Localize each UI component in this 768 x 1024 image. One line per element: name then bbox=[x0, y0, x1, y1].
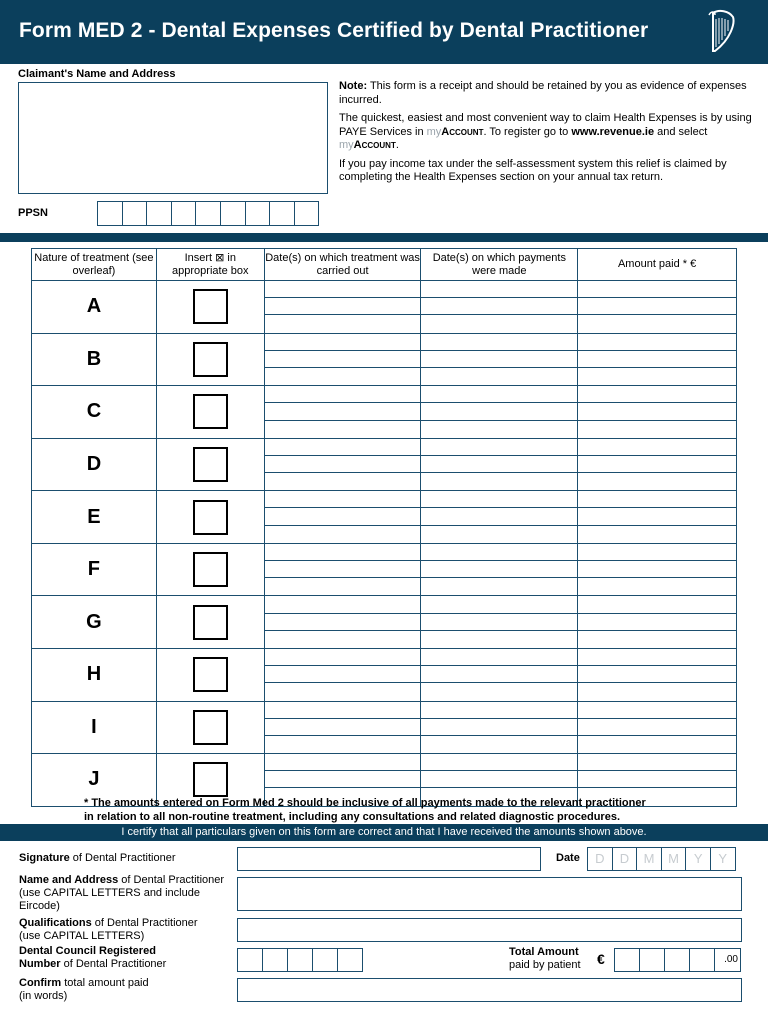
note-para2c: and select bbox=[654, 125, 708, 138]
amount-paid-cell bbox=[578, 281, 737, 334]
treatment-letter: G bbox=[32, 596, 157, 649]
amount-paid-field[interactable] bbox=[578, 666, 736, 683]
treatment-date-field[interactable] bbox=[265, 754, 421, 771]
treatment-date-field[interactable] bbox=[265, 334, 421, 351]
amount-paid-field[interactable] bbox=[578, 281, 736, 298]
amount-paid-cell bbox=[578, 386, 737, 439]
signature-label: Signature of Dental Practitioner bbox=[19, 852, 176, 864]
total-amount-cell[interactable] bbox=[689, 948, 715, 972]
treatment-letter: D bbox=[32, 438, 157, 491]
footnote-line1: * The amounts entered on Form Med 2 should be inclusive of all payments made to the relevant practitioner bbox=[84, 797, 646, 809]
treatment-date-field[interactable] bbox=[265, 281, 421, 298]
date-cell[interactable]: D bbox=[587, 847, 613, 871]
col-header-payment-dates: Date(s) on which payments were made bbox=[421, 249, 578, 281]
payment-date-field[interactable] bbox=[421, 421, 577, 438]
amount-paid-field[interactable] bbox=[578, 561, 736, 578]
claimant-name-address-field[interactable] bbox=[18, 82, 328, 194]
section-divider bbox=[0, 233, 768, 242]
treatment-checkbox[interactable] bbox=[193, 657, 228, 692]
checkbox-cell bbox=[156, 491, 264, 544]
treatment-checkbox[interactable] bbox=[193, 394, 228, 429]
payment-date-cell bbox=[421, 281, 578, 334]
treatment-date-cell bbox=[264, 281, 421, 334]
ppsn-cell[interactable] bbox=[294, 201, 320, 226]
col-header-insert: Insert ⊠ in appropriate box bbox=[156, 249, 264, 281]
date-cell[interactable]: M bbox=[636, 847, 662, 871]
treatment-date-field[interactable] bbox=[265, 736, 421, 753]
treatment-date-field[interactable] bbox=[265, 421, 421, 438]
treatment-row bbox=[32, 543, 737, 596]
treatment-letter: J bbox=[32, 754, 157, 807]
ppsn-label: PPSN bbox=[18, 207, 48, 219]
ppsn-cell[interactable] bbox=[146, 201, 172, 226]
checkbox-cell bbox=[156, 386, 264, 439]
total-amount-cell[interactable] bbox=[614, 948, 640, 972]
treatment-date-cell bbox=[264, 701, 421, 754]
amount-paid-field[interactable] bbox=[578, 719, 736, 736]
council-number-cell[interactable] bbox=[262, 948, 288, 972]
treatment-date-field[interactable] bbox=[265, 368, 421, 385]
harp-icon bbox=[705, 9, 737, 55]
payment-date-field[interactable] bbox=[421, 526, 577, 543]
treatment-date-cell bbox=[264, 438, 421, 491]
form-title: Form MED 2 - Dental Expenses Certified by Dental Practitioner bbox=[19, 19, 649, 42]
treatment-checkbox[interactable] bbox=[193, 447, 228, 482]
payment-date-field[interactable] bbox=[421, 315, 577, 332]
amount-paid-field[interactable] bbox=[578, 386, 736, 403]
treatment-date-field[interactable] bbox=[265, 351, 421, 368]
treatment-date-field[interactable] bbox=[265, 298, 421, 315]
amount-paid-cell bbox=[578, 543, 737, 596]
treatment-letter: F bbox=[32, 543, 157, 596]
treatment-row bbox=[32, 281, 737, 334]
amount-paid-field[interactable] bbox=[578, 298, 736, 315]
signature-field[interactable] bbox=[237, 847, 541, 871]
date-cell[interactable]: M bbox=[661, 847, 687, 871]
form-header bbox=[0, 0, 768, 64]
ppsn-cell[interactable] bbox=[195, 201, 221, 226]
treatment-date-field[interactable] bbox=[265, 666, 421, 683]
treatment-date-field[interactable] bbox=[265, 544, 421, 561]
amount-paid-field[interactable] bbox=[578, 334, 736, 351]
footnote bbox=[84, 797, 646, 824]
payment-date-field[interactable] bbox=[421, 719, 577, 736]
note-para3: If you pay income tax under the self-assessment system this relief is claimed by completing the Health Expenses section on your annual tax return. bbox=[339, 157, 727, 183]
amount-paid-field[interactable] bbox=[578, 771, 736, 788]
council-number-cell[interactable] bbox=[287, 948, 313, 972]
amount-paid-cell bbox=[578, 491, 737, 544]
ppsn-field[interactable] bbox=[97, 201, 318, 226]
treatment-checkbox[interactable] bbox=[193, 605, 228, 640]
payment-date-cell bbox=[421, 596, 578, 649]
payment-date-field[interactable] bbox=[421, 578, 577, 595]
treatment-date-field[interactable] bbox=[265, 439, 421, 456]
total-amount-cell[interactable] bbox=[664, 948, 690, 972]
payment-date-field[interactable] bbox=[421, 473, 577, 490]
checkbox-cell bbox=[156, 648, 264, 701]
ppsn-cell[interactable] bbox=[171, 201, 197, 226]
treatment-date-field[interactable] bbox=[265, 631, 421, 648]
payment-date-field[interactable] bbox=[421, 649, 577, 666]
payment-date-cell bbox=[421, 386, 578, 439]
amount-paid-field[interactable] bbox=[578, 421, 736, 438]
checkbox-cell bbox=[156, 438, 264, 491]
col-header-amount: Amount paid * € bbox=[578, 249, 737, 281]
date-label: Date bbox=[556, 852, 580, 864]
payment-date-field[interactable] bbox=[421, 334, 577, 351]
amount-paid-field[interactable] bbox=[578, 526, 736, 543]
treatment-table bbox=[31, 248, 737, 807]
treatment-checkbox[interactable] bbox=[193, 500, 228, 535]
payment-date-field[interactable] bbox=[421, 771, 577, 788]
revenue-link[interactable]: www.revenue.ie bbox=[571, 125, 655, 138]
note-para2: The quickest, easiest and most convenient way to claim Health Expenses is by using PAYE Services in bbox=[339, 112, 752, 138]
treatment-date-field[interactable] bbox=[265, 473, 421, 490]
amount-paid-cell bbox=[578, 438, 737, 491]
treatment-date-cell bbox=[264, 596, 421, 649]
amount-paid-field[interactable] bbox=[578, 508, 736, 525]
amount-paid-field[interactable] bbox=[578, 754, 736, 771]
note-para2b: . To register go to bbox=[483, 125, 572, 138]
treatment-date-field[interactable] bbox=[265, 596, 421, 613]
payment-date-field[interactable] bbox=[421, 351, 577, 368]
treatment-date-field[interactable] bbox=[265, 649, 421, 666]
payment-date-field[interactable] bbox=[421, 596, 577, 613]
council-number-cell[interactable] bbox=[337, 948, 363, 972]
checkbox-cell bbox=[156, 333, 264, 386]
payment-date-cell bbox=[421, 438, 578, 491]
payment-date-field[interactable] bbox=[421, 403, 577, 420]
amount-paid-field[interactable] bbox=[578, 736, 736, 753]
checkbox-cell bbox=[156, 596, 264, 649]
checkbox-cell bbox=[156, 543, 264, 596]
account-text: Account bbox=[441, 125, 484, 138]
treatment-date-field[interactable] bbox=[265, 526, 421, 543]
date-cell[interactable]: D bbox=[612, 847, 638, 871]
treatment-date-field[interactable] bbox=[265, 614, 421, 631]
claimant-label: Claimant's Name and Address bbox=[18, 68, 176, 80]
treatment-date-field[interactable] bbox=[265, 491, 421, 508]
council-number-label: Dental Council Registered Number of Dental Practitioner bbox=[19, 945, 167, 970]
treatment-date-field[interactable] bbox=[265, 315, 421, 332]
confirm-label: Confirm total amount paid (in words) bbox=[19, 977, 149, 1002]
treatment-date-field[interactable] bbox=[265, 508, 421, 525]
treatment-checkbox[interactable] bbox=[193, 552, 228, 587]
treatment-letter: H bbox=[32, 648, 157, 701]
date-field[interactable] bbox=[587, 847, 735, 871]
note-text: This form is a receipt and should be retained by you as evidence of expenses incurred. bbox=[339, 80, 747, 106]
treatment-date-field[interactable] bbox=[265, 578, 421, 595]
amount-paid-field[interactable] bbox=[578, 702, 736, 719]
amount-paid-cell bbox=[578, 596, 737, 649]
treatment-date-field[interactable] bbox=[265, 561, 421, 578]
total-amount-label: Total Amount paid by patient bbox=[509, 946, 581, 971]
amount-paid-field[interactable] bbox=[578, 456, 736, 473]
treatment-date-cell bbox=[264, 648, 421, 701]
amount-paid-field[interactable] bbox=[578, 403, 736, 420]
treatment-date-field[interactable] bbox=[265, 719, 421, 736]
note-label: Note: bbox=[339, 80, 368, 92]
name-address-label: Name and Address of Dental Practitioner (use CAPITAL LETTERS and include Eircode) bbox=[19, 874, 225, 912]
payment-date-field[interactable] bbox=[421, 508, 577, 525]
date-cell[interactable]: Y bbox=[685, 847, 711, 871]
amount-paid-field[interactable] bbox=[578, 596, 736, 613]
payment-date-field[interactable] bbox=[421, 614, 577, 631]
ppsn-cell[interactable] bbox=[122, 201, 148, 226]
payment-date-field[interactable] bbox=[421, 683, 577, 700]
treatment-row bbox=[32, 701, 737, 754]
ppsn-cell[interactable] bbox=[245, 201, 271, 226]
amount-paid-field[interactable] bbox=[578, 649, 736, 666]
checkbox-cell bbox=[156, 281, 264, 334]
treatment-date-cell bbox=[264, 491, 421, 544]
treatment-letter: B bbox=[32, 333, 157, 386]
payment-date-field[interactable] bbox=[421, 666, 577, 683]
total-amount-field[interactable] bbox=[614, 948, 740, 972]
treatment-row bbox=[32, 596, 737, 649]
checkbox-cell bbox=[156, 701, 264, 754]
payment-date-field[interactable] bbox=[421, 491, 577, 508]
total-amount-cents: .00 bbox=[714, 948, 741, 972]
treatment-letter: I bbox=[32, 701, 157, 754]
payment-date-field[interactable] bbox=[421, 281, 577, 298]
treatment-letter: E bbox=[32, 491, 157, 544]
my-text: my bbox=[339, 139, 354, 151]
amount-paid-field[interactable] bbox=[578, 491, 736, 508]
ppsn-cell[interactable] bbox=[269, 201, 295, 226]
qualifications-label: Qualifications of Dental Practitioner (use CAPITAL LETTERS) bbox=[19, 917, 198, 942]
col-header-nature: Nature of treatment (see overleaf) bbox=[32, 249, 157, 281]
note-panel: Note: This form is a receipt and should be retained by you as evidence of expenses incurred. The quickest, easiest and most convenient way to claim Health Expenses is by using PAYE Services in myAccount. To register go to www.revenue.ie and select myAccount. If you pay income tax under the self-assessment system this relief is claimed by completing the Health Expenses section on your annual tax return. bbox=[339, 80, 759, 190]
payment-date-field[interactable] bbox=[421, 456, 577, 473]
treatment-checkbox[interactable] bbox=[193, 342, 228, 377]
qualifications-field[interactable] bbox=[237, 918, 742, 942]
payment-date-cell bbox=[421, 491, 578, 544]
euro-symbol: € bbox=[597, 951, 605, 967]
amount-paid-field[interactable] bbox=[578, 439, 736, 456]
payment-date-cell bbox=[421, 648, 578, 701]
amount-paid-field[interactable] bbox=[578, 315, 736, 332]
treatment-checkbox[interactable] bbox=[193, 762, 228, 797]
payment-date-field[interactable] bbox=[421, 754, 577, 771]
amount-paid-cell bbox=[578, 333, 737, 386]
treatment-date-field[interactable] bbox=[265, 386, 421, 403]
council-number-cell[interactable] bbox=[237, 948, 263, 972]
payment-date-field[interactable] bbox=[421, 736, 577, 753]
payment-date-field[interactable] bbox=[421, 702, 577, 719]
date-cell[interactable]: Y bbox=[710, 847, 736, 871]
amount-paid-field[interactable] bbox=[578, 351, 736, 368]
my-text: my bbox=[426, 125, 442, 138]
treatment-row bbox=[32, 491, 737, 544]
treatment-date-cell bbox=[264, 333, 421, 386]
payment-date-field[interactable] bbox=[421, 298, 577, 315]
amount-paid-field[interactable] bbox=[578, 368, 736, 385]
payment-date-cell bbox=[421, 333, 578, 386]
name-address-field[interactable] bbox=[237, 877, 742, 911]
account-text: Account bbox=[353, 139, 396, 151]
payment-date-field[interactable] bbox=[421, 386, 577, 403]
payment-date-cell bbox=[421, 543, 578, 596]
treatment-letter: A bbox=[32, 281, 157, 334]
treatment-row bbox=[32, 648, 737, 701]
treatment-date-field[interactable] bbox=[265, 771, 421, 788]
col-header-treatment-dates: Date(s) on which treatment was carried out bbox=[264, 249, 421, 281]
treatment-date-cell bbox=[264, 543, 421, 596]
footnote-line2: in relation to all non-routine treatment, including any consultations and related diagnostic procedures. bbox=[84, 810, 621, 823]
amount-paid-cell bbox=[578, 701, 737, 754]
payment-date-cell bbox=[421, 701, 578, 754]
treatment-date-field[interactable] bbox=[265, 683, 421, 700]
payment-date-field[interactable] bbox=[421, 631, 577, 648]
total-amount-cell[interactable] bbox=[639, 948, 665, 972]
council-number-cell[interactable] bbox=[312, 948, 338, 972]
amount-paid-field[interactable] bbox=[578, 631, 736, 648]
certification-banner: I certify that all particulars given on this form are correct and that I have received the amounts shown above. bbox=[0, 824, 768, 841]
treatment-row bbox=[32, 438, 737, 491]
ppsn-cell[interactable] bbox=[220, 201, 246, 226]
treatment-row bbox=[32, 386, 737, 439]
treatment-checkbox[interactable] bbox=[193, 710, 228, 745]
payment-date-field[interactable] bbox=[421, 368, 577, 385]
amount-paid-field[interactable] bbox=[578, 683, 736, 700]
treatment-row bbox=[32, 333, 737, 386]
treatment-date-field[interactable] bbox=[265, 456, 421, 473]
treatment-letter: C bbox=[32, 386, 157, 439]
amount-paid-cell bbox=[578, 648, 737, 701]
treatment-date-cell bbox=[264, 386, 421, 439]
council-number-field[interactable] bbox=[237, 948, 362, 972]
treatment-date-field[interactable] bbox=[265, 403, 421, 420]
treatment-date-field[interactable] bbox=[265, 702, 421, 719]
payment-date-field[interactable] bbox=[421, 544, 577, 561]
confirm-amount-words-field[interactable] bbox=[237, 978, 742, 1002]
payment-date-field[interactable] bbox=[421, 439, 577, 456]
treatment-checkbox[interactable] bbox=[193, 289, 228, 324]
amount-paid-field[interactable] bbox=[578, 578, 736, 595]
payment-date-field[interactable] bbox=[421, 561, 577, 578]
amount-paid-field[interactable] bbox=[578, 473, 736, 490]
amount-paid-field[interactable] bbox=[578, 614, 736, 631]
ppsn-cell[interactable] bbox=[97, 201, 123, 226]
amount-paid-field[interactable] bbox=[578, 544, 736, 561]
